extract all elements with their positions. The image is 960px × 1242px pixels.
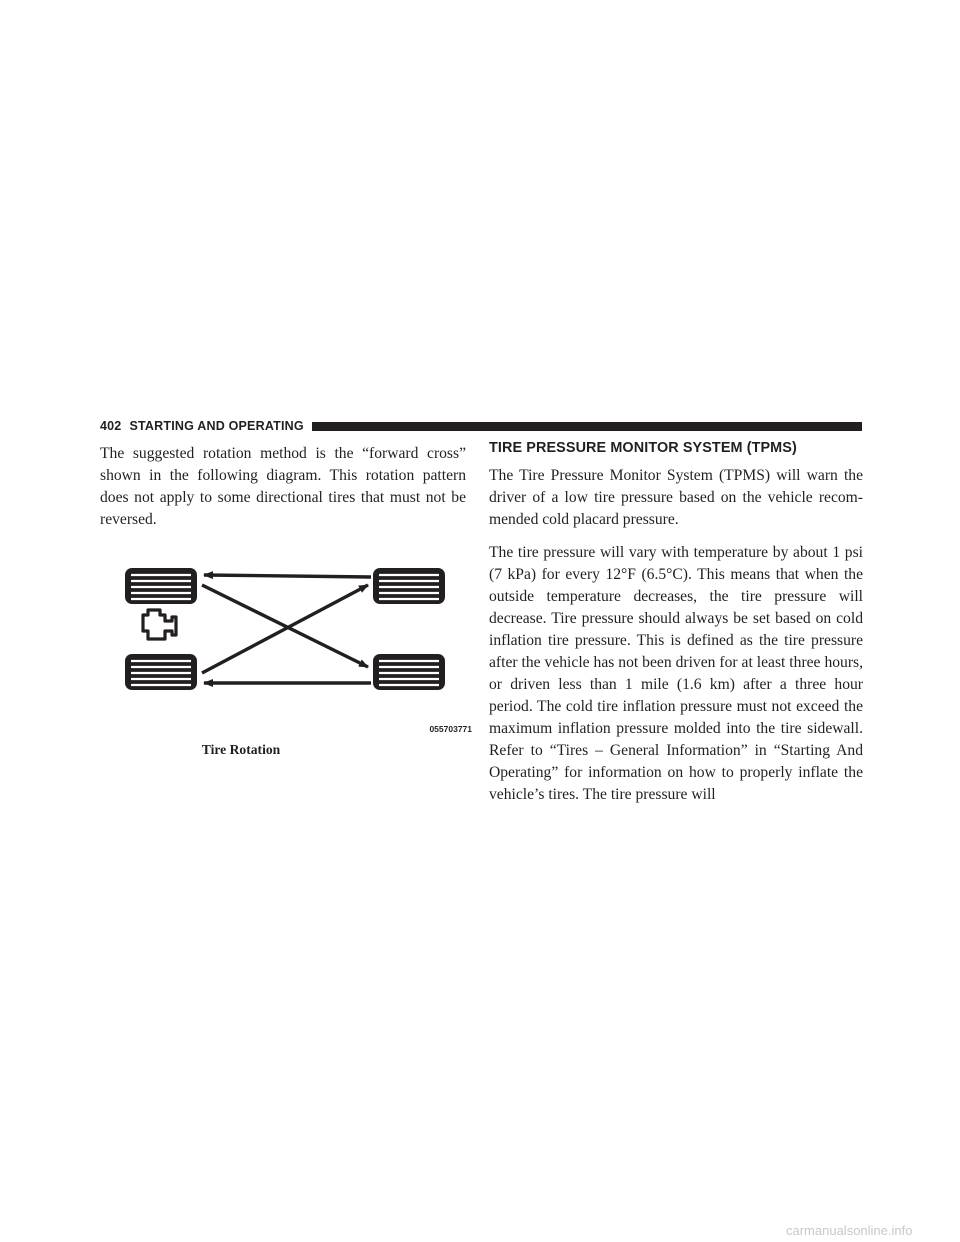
tire-rotation-figure [112,555,472,755]
tire-icon [373,654,445,690]
tpms-intro-paragraph: The Tire Pressure Monitor System (TPMS) will warn the driver of a low tire pressure based on the vehicle recommended cold placard pressure. [489,467,863,528]
watermark: carmanualsonline.info [786,1223,913,1238]
header-rule [312,422,862,431]
rotation-paragraph: The suggested rotation method is the “forward cross” shown in the following diagram. This rotation pattern does not apply to some directional tires that must not be reversed. [100,445,466,528]
tpms-temperature-paragraph: The tire pressure will vary with temperature by about 1 psi (7 kPa) for every 12°F (6.5°C). This means that when the outside temperature decreases, the tire pressure will decrease. Tire pressure should always be set based on cold inflation tire pressure. This is defined as the tire pressure after the vehicle has not been driven for at least three hours, or driven less than 1 mile (1.6 km) after a three hour period. The cold tire inflation pressure must not exceed the maximum inflation pressure molded into the tire sidewall. Refer to “Tires – General Information” in “Starting And Operating” for information on how to properly inflate the vehicle’s tires. The tire pressure will [489,544,863,803]
engine-icon [143,610,176,639]
figure-caption: Tire Rotation [201,742,281,757]
section-title: STARTING AND OPERATING [129,419,304,433]
left-column [100,443,466,531]
arrow-icon [204,575,371,577]
tire-icon [373,568,445,604]
tire-icon [125,568,197,604]
tire-icon [125,654,197,690]
right-column [489,440,863,806]
page-header [100,419,862,433]
tire-rotation-diagram [112,555,472,755]
tpms-heading: TIRE PRESSURE MONITOR SYSTEM (TPMS) [489,440,797,456]
figure-code: 055703771 [429,724,472,734]
page-number: 402 [100,419,122,433]
